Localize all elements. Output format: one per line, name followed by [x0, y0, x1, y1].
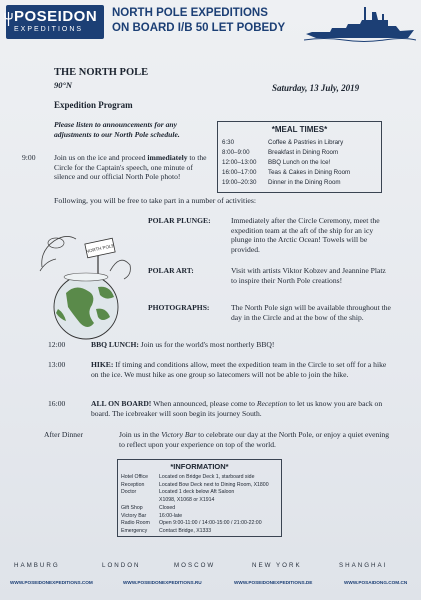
meal-times-title: *MEAL TIMES*	[271, 125, 328, 134]
meal-desc: Coffee & Pastries in Library	[268, 139, 344, 146]
info-value: Closed	[159, 505, 176, 511]
program-heading: Expedition Program	[54, 100, 133, 110]
info-label: Gift Shop	[121, 505, 143, 511]
city-label: MOSCOW	[174, 562, 216, 569]
globe-illustration-icon	[36, 213, 134, 341]
schedule-time: 16:00	[48, 399, 66, 408]
poseidon-logo	[6, 5, 104, 39]
header-title-line2: ON BOARD I/B 50 LET POBEDY	[112, 22, 286, 34]
info-label: Doctor	[121, 489, 137, 495]
website-link[interactable]: WWW.POSEIDONEXPEDITIONS.COM	[10, 580, 93, 585]
meal-time: 16:00–17:00	[222, 169, 257, 176]
schedule-desc: If timing and conditions allow, meet the expedition team in the Circle to set off for a hike on the ice. We must hike as one group so latecomers will not be able to join the hike.	[91, 360, 387, 379]
city-label: LONDON	[102, 562, 141, 569]
activities-intro: Following, you will be free to take part in a number of activities:	[54, 196, 257, 205]
website-link[interactable]: WWW.POSEIDONEXPEDITIONS.RU	[123, 580, 202, 585]
meal-desc: Teas & Cakes in Dining Room	[268, 169, 351, 176]
schedule-desc: to let us know you are back on board. The icebreaker will soon begin its journey South.	[91, 399, 383, 418]
after-dinner-desc: Join us in the	[119, 430, 162, 439]
document-title: THE NORTH POLE	[54, 67, 149, 78]
info-value: Located Bow Deck next to Dining Room, X1800	[159, 481, 269, 488]
schedule-time: 13:00	[48, 360, 66, 369]
header-title	[112, 6, 285, 36]
activity-label-photographs: PHOTOGRAPHS:	[148, 303, 210, 312]
schedule-label: HIKE:	[91, 360, 114, 369]
info-label: Hotel Office	[121, 474, 149, 480]
schedule-desc: Join us for the world's most northerly BBQ!	[138, 340, 275, 349]
activity-label-polar-art: POLAR ART:	[148, 266, 194, 275]
schedule-label: BBQ LUNCH:	[91, 340, 139, 349]
information-title: *INFORMATION*	[170, 462, 229, 471]
schedule-label: ALL ON BOARD!	[91, 399, 152, 408]
information-box	[117, 459, 282, 537]
header	[0, 0, 421, 52]
city-label: HAMBURG	[14, 562, 60, 569]
info-value: X1098, X1068 or X1914	[159, 496, 215, 503]
trident-icon	[4, 11, 13, 27]
schedule-desc-italic: Reception	[256, 399, 288, 408]
meal-desc: Breakfast in Dining Room	[268, 149, 339, 156]
meal-time: 6:30	[222, 139, 235, 146]
schedule-time: 12:00	[48, 340, 66, 349]
after-dinner-time: After Dinner	[44, 430, 84, 439]
meal-time: 12:00–13:00	[222, 159, 257, 166]
logo-subtitle: EXPEDITIONS	[14, 26, 84, 33]
first-event-text	[54, 153, 214, 182]
schedule-desc: When announced, please come to	[151, 399, 257, 408]
first-event-time: 9:00	[22, 153, 36, 162]
activity-text-photographs: The North Pole sign will be available throughout the day in the Circle and at the bow of the ship.	[231, 303, 391, 322]
schedule-note: Please listen to announcements for any adjustments to our North Pole schedule.	[54, 120, 180, 139]
event-text-part: to the Circle for the Captain's speech, one minute of silence and our official North Pole photo!	[54, 153, 207, 182]
info-value: Open 9:00-11:00 / 14:00-15:00 / 21:00-22:00	[159, 520, 262, 526]
header-title-line1: NORTH POLE EXPEDITIONS	[112, 7, 268, 19]
info-value: Located 1 deck below Aft Saloon	[159, 489, 235, 495]
website-link[interactable]: WWW.POSAIDONG.COM.CN	[344, 580, 408, 585]
schedule-text	[91, 360, 391, 379]
meal-times-box	[217, 121, 382, 193]
icebreaker-ship-icon	[304, 4, 416, 44]
after-dinner-text	[119, 430, 391, 449]
activity-text-polar-art: Visit with artists Viktor Kobzev and Jeannine Platz to inspire their North Pole creations!	[231, 266, 386, 285]
event-text-emphasis: immediately	[147, 153, 188, 162]
north-pole-sign-text: NORTH POLE	[85, 243, 115, 254]
info-label: Radio Room	[121, 520, 150, 526]
info-value: 16:00-late	[159, 512, 183, 519]
logo-name: POSEIDON	[14, 8, 98, 25]
info-label: Emergency	[121, 527, 148, 534]
event-text-part: Join us on the ice and proceed	[54, 153, 148, 162]
website-link[interactable]: WWW.POSEIDONEXPEDITIONS.DE	[234, 580, 313, 585]
after-dinner-desc: to celebrate our day at the North Pole, or enjoy a quiet evening to reflect upon your experience on top of the world.	[119, 430, 390, 449]
city-label: NEW YORK	[252, 562, 302, 569]
after-dinner-desc-italic: Victory Bar	[161, 430, 197, 439]
info-label: Victory Bar	[121, 512, 147, 519]
info-label: Reception	[121, 481, 145, 488]
activity-text-polar-plunge: Immediately after the Circle Ceremony, meet the expedition team at the aft of the ship for an icy plunge into the Arctic Ocean! Towels will be provided.	[231, 216, 380, 254]
activity-label-polar-plunge: POLAR PLUNGE:	[148, 216, 211, 225]
latitude: 90°N	[54, 80, 73, 90]
document-date: Saturday, 13 July, 2019	[272, 83, 360, 93]
city-label: SHANGHAI	[339, 562, 388, 569]
meal-desc: Dinner in the Dining Room	[268, 179, 341, 186]
schedule-text	[91, 340, 391, 350]
meal-time: 8:00–9:00	[222, 149, 250, 156]
meal-desc: BBQ Lunch on the Ice!	[268, 159, 331, 166]
meal-time: 19:00–20:30	[222, 179, 257, 186]
info-value: Contact Bridge, X1333	[159, 527, 212, 534]
schedule-text	[91, 399, 391, 418]
info-value: Located on Bridge Deck 1, starboard side	[159, 474, 255, 480]
